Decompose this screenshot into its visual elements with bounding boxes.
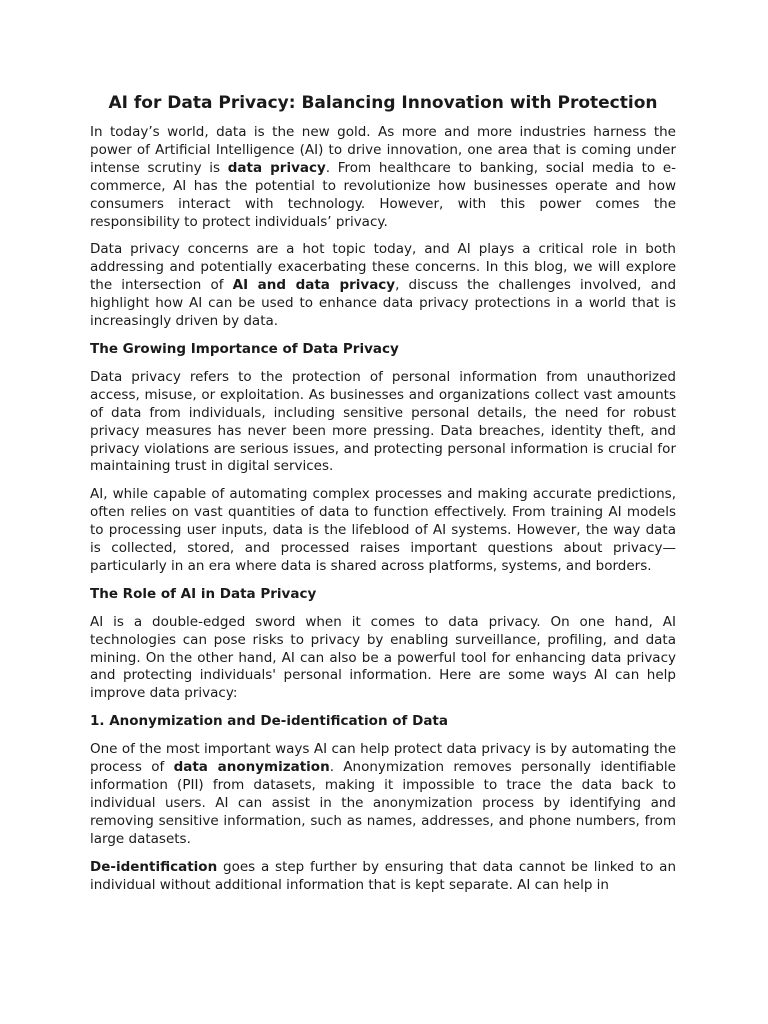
document-page bbox=[90, 92, 676, 905]
text-run: Data privacy concerns are a hot topic today, and AI plays a critical role in both addressing and potentially exacerbating these concerns. In this blog, we will explore the intersection of bbox=[90, 241, 676, 294]
bold-term: De-identification bbox=[90, 858, 218, 875]
body-paragraph: Data privacy refers to the protection of personal information from unauthorized access, misuse, or exploitation. As businesses and organizations collect vast amounts of data from individuals, including sensitive personal details, the need for robust privacy measures has never been more pressing. Data breaches, identity theft, and privacy violations are serious issues, and protecting personal information is crucial for maintaining trust in digital services. bbox=[90, 368, 676, 475]
bold-term: data privacy bbox=[227, 159, 326, 176]
text-run: One of the most important ways AI can help protect data privacy is by automating the process of bbox=[90, 741, 676, 776]
section-heading: 1. Anonymization and De-identification of Data bbox=[90, 713, 448, 730]
body-paragraph: AI, while capable of automating complex processes and making accurate predictions, often relies on vast quantities of data to function effectively. From training AI models to processing user inputs, data is the lifeblood of AI systems. However, the way data is collected, stored, and processed raises important questions about privacy—particularly in an era where data is shared across platforms, systems, and borders. bbox=[90, 486, 676, 574]
section-heading: The Role of AI in Data Privacy bbox=[90, 585, 317, 602]
text-run: . Anonymization removes personally identifiable information (PII) from datasets, making it impossible to trace the data back to individual users. AI can assist in the anonymization process by identifying and removing sensitive information, such as names, addresses, and phone numbers, from large datasets. bbox=[90, 759, 676, 847]
section-heading: The Growing Importance of Data Privacy bbox=[90, 340, 399, 357]
text-run: In today’s world, data is the new gold. As more and more industries harness the power of Artificial Intelligence (AI) to drive innovation, one area that is coming under intense scrutiny is bbox=[90, 124, 676, 176]
body-paragraph bbox=[90, 741, 676, 848]
bold-term: data anonymization bbox=[173, 759, 330, 776]
body-paragraph: AI is a double-edged sword when it comes to data privacy. On one hand, AI technologies can pose risks to privacy by enabling surveillance, profiling, and data mining. On the other hand, AI can also be a powerful tool for enhancing data privacy and protecting individuals' personal information. Here are some ways AI can help improve data privacy: bbox=[90, 613, 676, 702]
intro-paragraph-1 bbox=[90, 124, 676, 231]
body-paragraph-truncated bbox=[90, 859, 676, 895]
text-run: goes a step further by ensuring that data cannot be linked to an individual without additional information that is kept separate. AI can help in bbox=[90, 858, 676, 893]
page-title: AI for Data Privacy: Balancing Innovation with Protection bbox=[108, 93, 658, 113]
intro-paragraph-2 bbox=[90, 241, 676, 331]
bold-term: AI and data privacy bbox=[232, 277, 396, 294]
text-run: . From healthcare to banking, social media to e-commerce, AI has the potential to revolutionize how businesses operate and how consumers interact with technology. However, with this power comes the responsibility to protect individuals’ privacy. bbox=[90, 159, 676, 230]
text-run: , discuss the challenges involved, and highlight how AI can be used to enhance data privacy protections in a world that is increasingly driven by data. bbox=[90, 277, 677, 330]
